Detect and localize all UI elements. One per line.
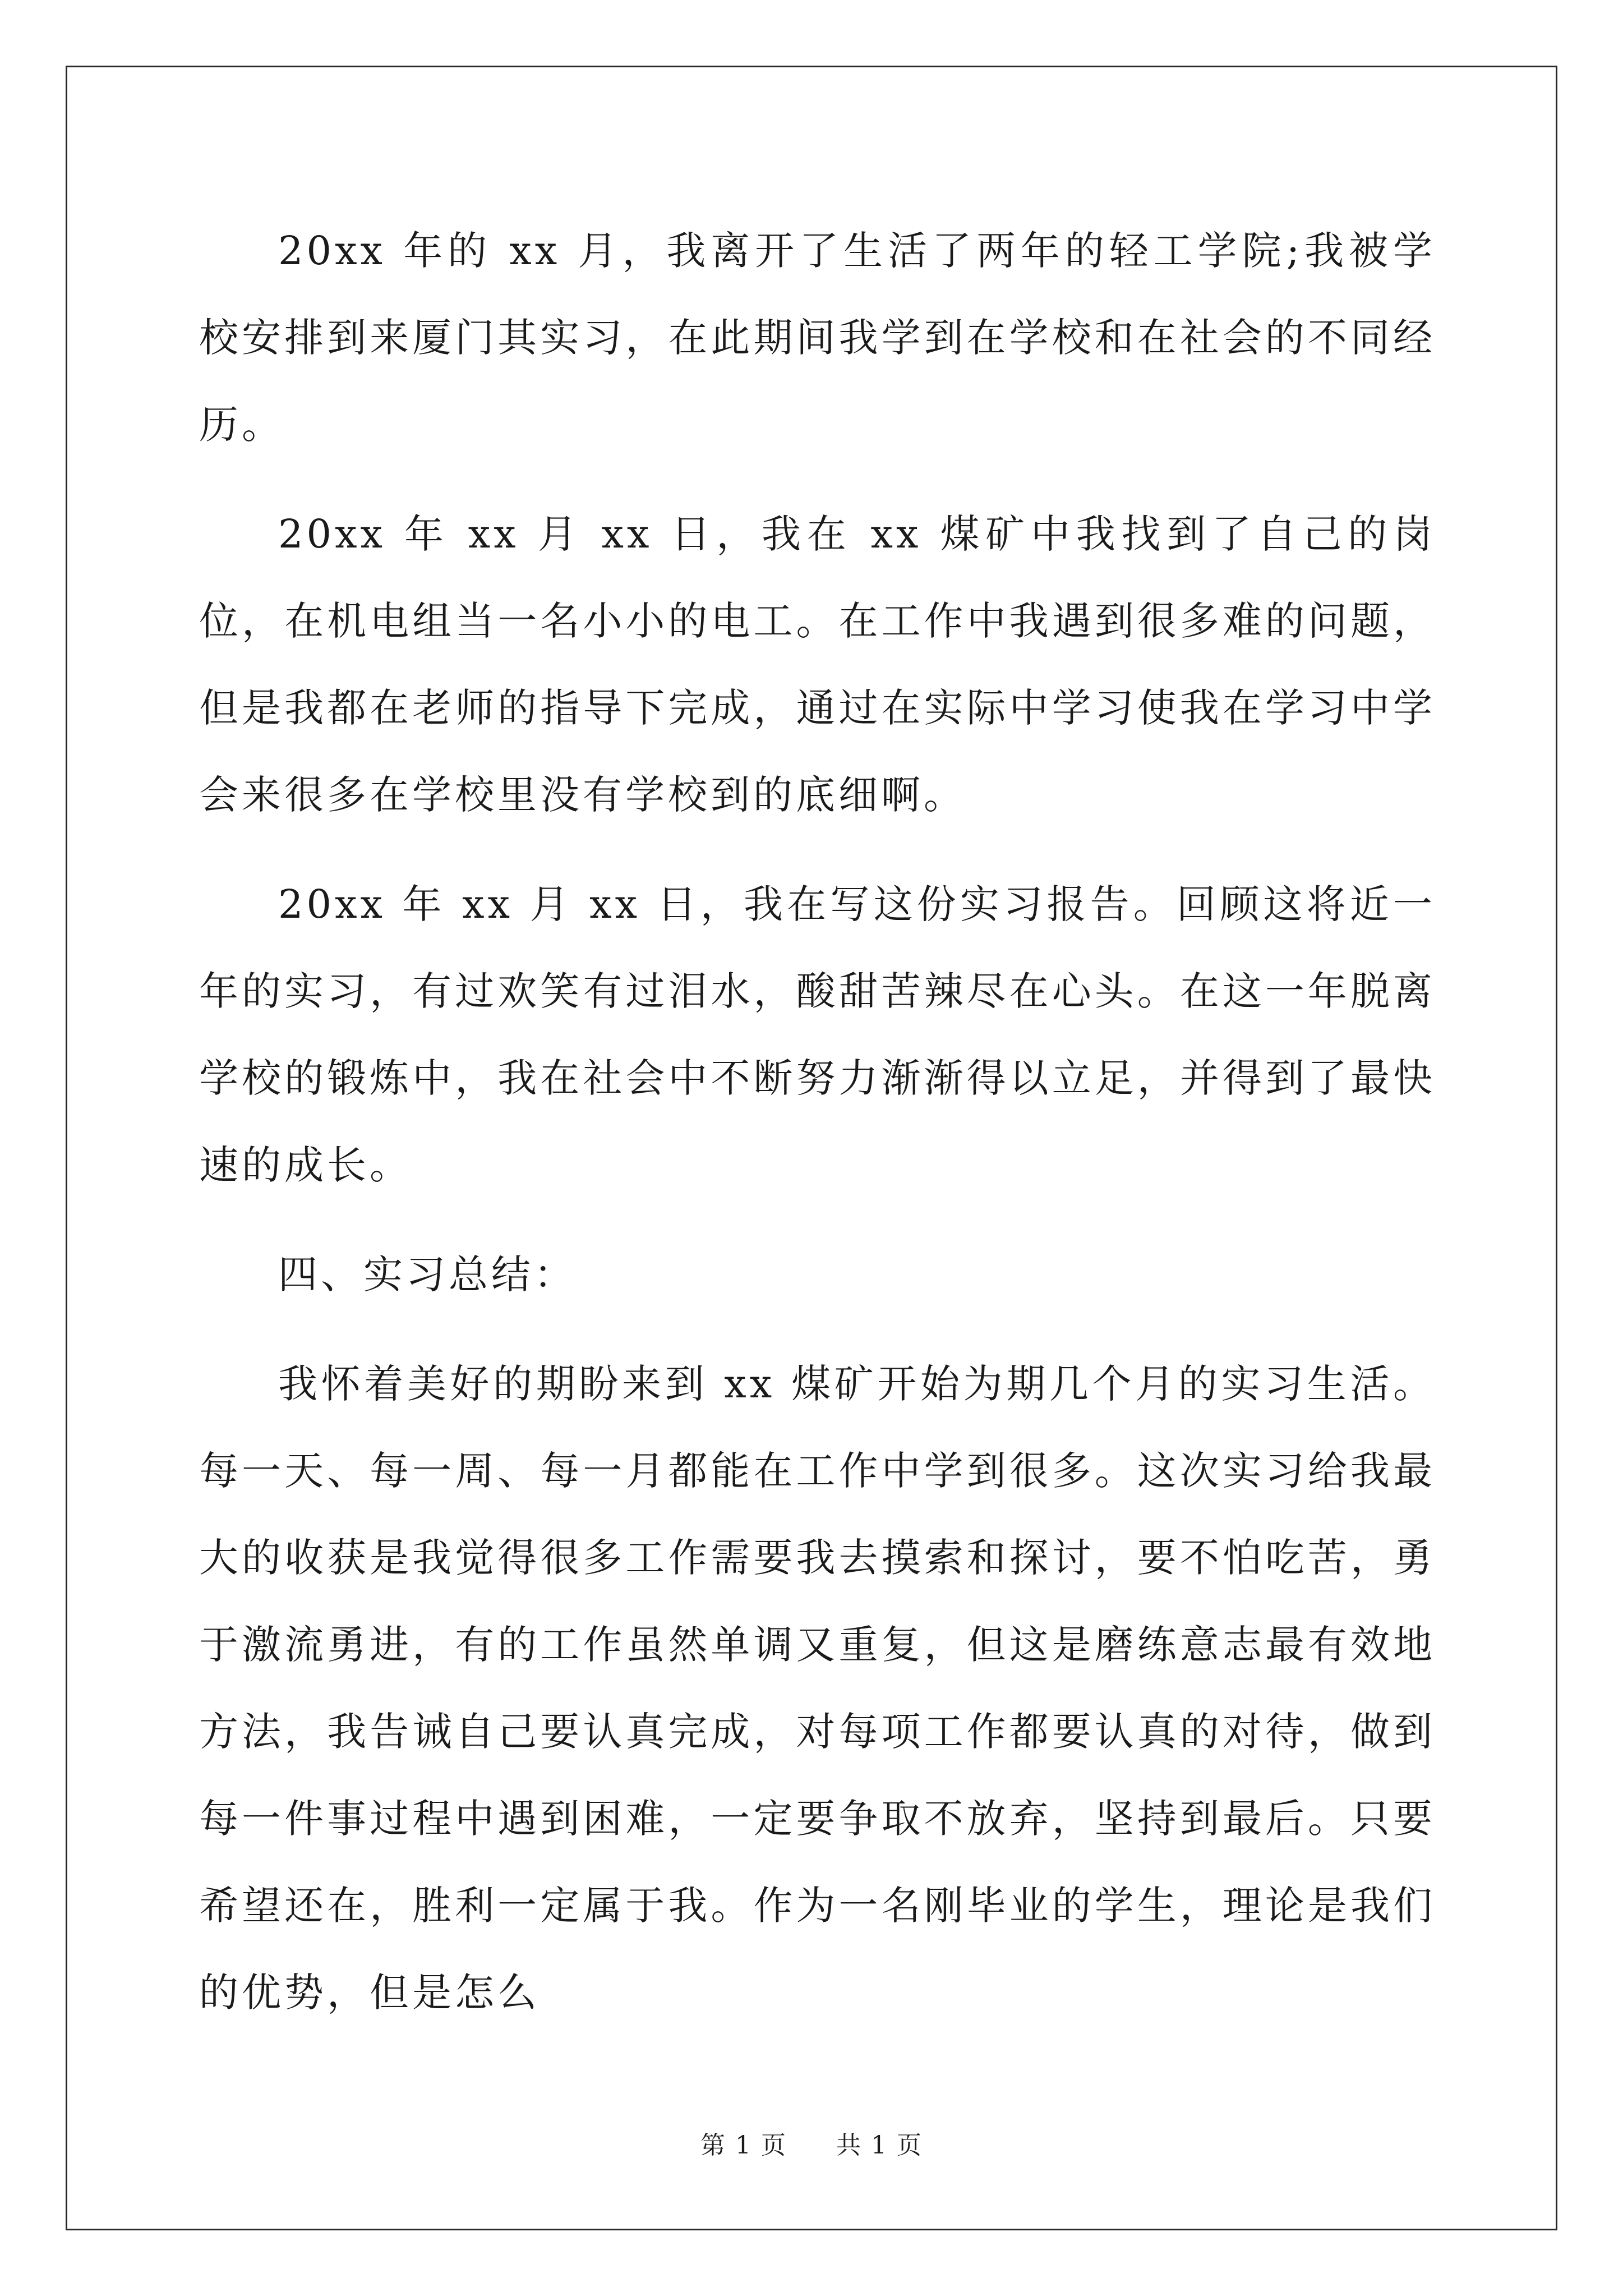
- paragraph-3: 20xx 年 xx 月 xx 日，我在写这份实习报告。回顾这将近一年的实习，有过欢笑有过泪水，酸甜苦辣尽在心头。在这一年脱离学校的锻炼中，我在社会中不断努力渐渐得以立足，并得到了最快速的成长。: [199, 881, 1436, 1188]
- section-heading: 四、实习总结：: [278, 1251, 577, 1297]
- page-number: 第 1 页: [700, 2131, 787, 2160]
- paragraph-4: 我怀着美好的期盼来到 xx 煤矿开始为期几个月的实习生活。每一天、每一周、每一月都能在工作中学到很多。这次实习给我最大的收获是我觉得很多工作需要我去摸索和探讨，要不怕吃苦，勇于激流勇进，有的工作虽然单调又重复，但这是磨练意志最有效地方法，我告诫自己要认真完成，对每项工作都要认真的对待，做到每一件事过程中遇到困难，一定要争取不放弃，坚持到最后。只要希望还在，胜利一定属于我。作为一名刚毕业的学生，理论是我们的优势，但是怎么: [199, 1361, 1436, 2016]
- page-footer: [0, 2129, 1623, 2162]
- document-body: [199, 208, 1436, 2059]
- paragraph-2: 20xx 年 xx 月 xx 日，我在 xx 煤矿中我找到了自己的岗位，在机电组当一名小小的电工。在工作中我遇到很多难的问题，但是我都在老师的指导下完成，通过在实际中学习使我在学习中学会来很多在学校里没有学校到的底细啊。: [199, 511, 1436, 818]
- paragraph-1: 20xx 年的 xx 月，我离开了生活了两年的轻工学院;我被学校安排到来厦门其实习，在此期间我学到在学校和在社会的不同经历。: [199, 228, 1436, 448]
- page-total: 共 1 页: [836, 2131, 923, 2160]
